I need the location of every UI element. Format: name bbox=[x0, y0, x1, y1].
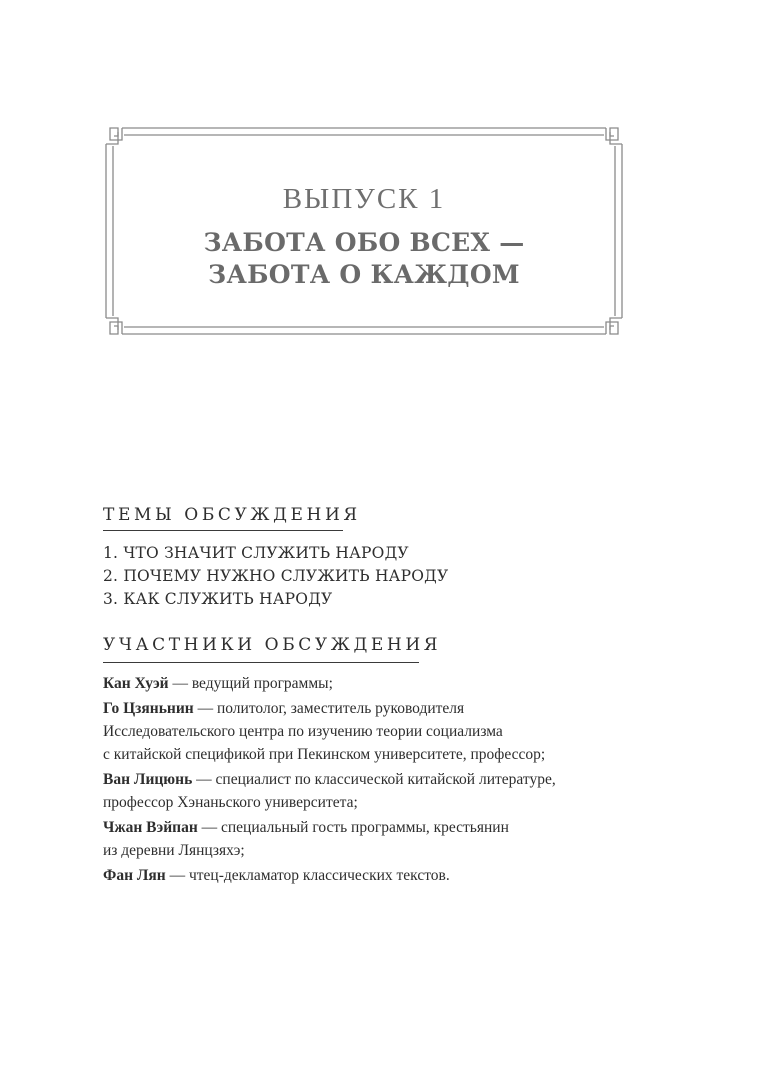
participant-name: Го Цзяньнин bbox=[103, 700, 194, 717]
participant-role-continued: Исследовательского центра по изучению теории социализма bbox=[103, 723, 503, 740]
issue-label: ВЫПУСК 1 bbox=[282, 183, 446, 215]
participant-role: — чтец-декламатор классических текстов. bbox=[169, 867, 450, 884]
participant-entry bbox=[103, 768, 663, 814]
participant-entry bbox=[103, 672, 663, 695]
participant-role-continued: из деревни Лянцзяхэ; bbox=[103, 842, 245, 859]
participant-entry bbox=[103, 864, 663, 887]
participant-name: Чжан Вэйпан bbox=[103, 819, 198, 836]
participant-entry bbox=[103, 697, 663, 766]
topic-item: 1. ЧТО ЗНАЧИТ СЛУЖИТЬ НАРОДУ bbox=[103, 544, 409, 562]
participant-role: — ведущий программы; bbox=[172, 675, 333, 692]
topics-heading: ТЕМЫ ОБСУЖДЕНИЯ bbox=[103, 505, 361, 525]
topic-item: 2. ПОЧЕМУ НУЖНО СЛУЖИТЬ НАРОДУ bbox=[103, 567, 449, 585]
participant-role-continued: профессор Хэнаньского университета; bbox=[103, 794, 358, 811]
issue-title-line-2: ЗАБОТА О КАЖДОМ bbox=[208, 260, 520, 289]
participant-entry bbox=[103, 816, 663, 862]
participants-heading: УЧАСТНИКИ ОБСУЖДЕНИЯ bbox=[103, 635, 442, 655]
participants-divider bbox=[103, 662, 419, 663]
topic-item: 3. КАК СЛУЖИТЬ НАРОДУ bbox=[103, 590, 333, 608]
participant-name: Кан Хуэй bbox=[103, 675, 169, 692]
issue-title bbox=[100, 227, 628, 291]
issue-title-line-1: ЗАБОТА ОБО ВСЕХ — bbox=[203, 228, 525, 257]
topics-divider bbox=[103, 530, 343, 531]
participant-name: Ван Лицюнь bbox=[103, 771, 193, 788]
participant-role-continued: с китайской спецификой при Пекинском университете, профессор; bbox=[103, 746, 546, 763]
participant-role: — политолог, заместитель руководителя bbox=[197, 700, 465, 717]
topics-list bbox=[103, 542, 448, 611]
participant-role: — специалист по классической китайской литературе, bbox=[196, 771, 556, 788]
participants-list bbox=[103, 672, 663, 889]
participant-name: Фан Лян bbox=[103, 867, 166, 884]
participant-role: — специальный гость программы, крестьянин bbox=[201, 819, 509, 836]
